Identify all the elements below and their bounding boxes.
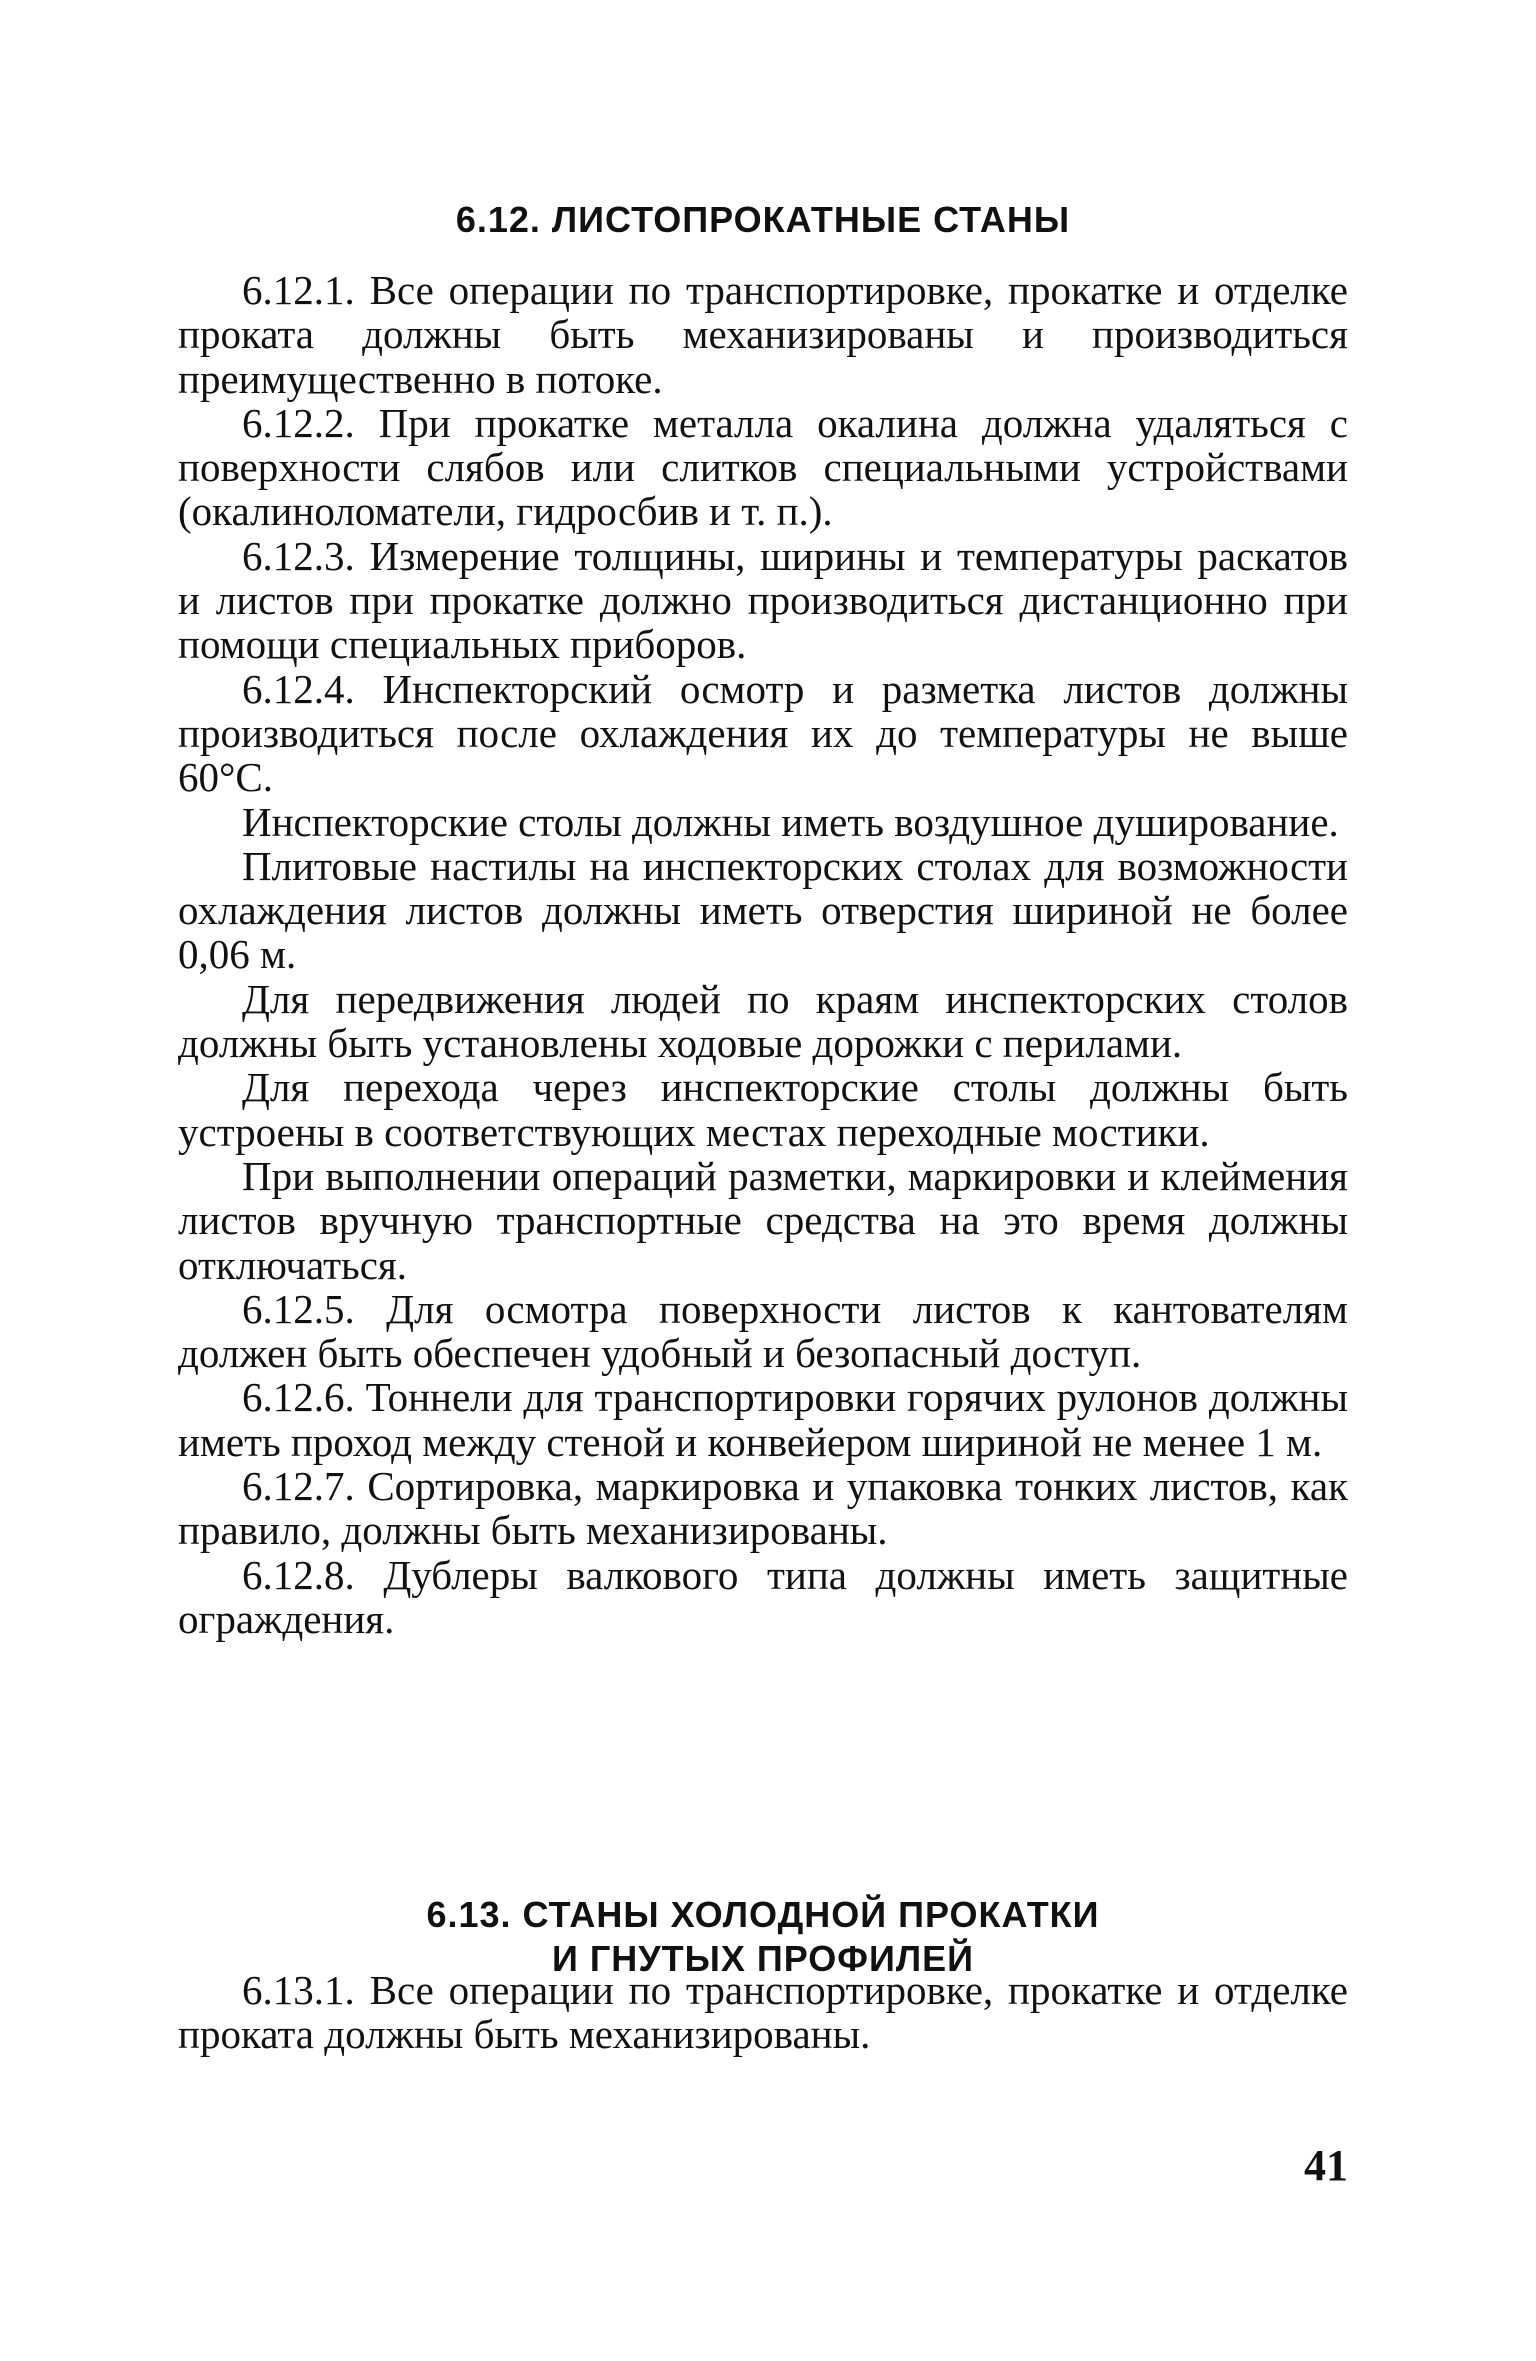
paragraph-6-12-4: 6.12.4. Инспекторский осмотр и разметка листов должны производиться после охлаждения их до температуры не выше 60°С. <box>178 665 1348 801</box>
section-6-13-heading-line2: И ГНУТЫХ ПРОФИЛЕЙ <box>551 1938 975 1979</box>
paragraph-marking-transport: При выполнении операций разметки, маркировки и клеймения листов вручную транспортные средства на это время должны отключаться. <box>178 1152 1348 1288</box>
paragraph-inspection-tables-air: Инспекторские столы должны иметь воздушное душирование. <box>242 798 1339 845</box>
section-6-13-body <box>178 1968 1348 2057</box>
section-6-12-heading: 6.12. ЛИСТОПРОКАТНЫЕ СТАНЫ <box>455 199 1071 240</box>
paragraph-6-12-1: 6.12.1. Все операции по транспортировке, прокатке и отделке проката должны быть механизированы и производиться преимущественно в потоке. <box>178 267 1348 402</box>
paragraph-crossing-bridges: Для перехода через инспекторские столы должны быть устроены в соответствующих местах переходные мостики. <box>178 1064 1348 1155</box>
paragraph-6-12-6: 6.12.6. Тоннели для транспортировки горячих рулонов должны иметь проход между стеной и конвейером шириной не менее 1 м. <box>178 1374 1348 1465</box>
section-6-13-heading-line1: 6.13. СТАНЫ ХОЛОДНОЙ ПРОКАТКИ <box>426 1894 1100 1935</box>
page-number: 41 <box>1304 2141 1348 2190</box>
paragraph-plate-floors: Плитовые настилы на инспекторских столах для возможности охлаждения листов должны иметь отверстия шириной не более 0,06 м. <box>178 842 1348 978</box>
paragraph-walkways: Для передвижения людей по краям инспекторских столов должны быть установлены ходовые дорожки с перилами. <box>178 975 1348 1067</box>
paragraph-6-12-8: 6.12.8. Дублеры валкового типа должны иметь защитные ограждения. <box>178 1551 1348 1642</box>
paragraph-6-12-5: 6.12.5. Для осмотра поверхности листов к кантователям должен быть обеспечен удобный и безопасный доступ. <box>178 1285 1348 1377</box>
section-6-12-body <box>178 268 1348 1641</box>
document-page <box>178 0 1348 2361</box>
paragraph-6-12-2: 6.12.2. При прокатке металла окалина должна удаляться с поверхности слябов или слитков специальными устройствами (окалиноломатели, гидросбив и т. п.). <box>178 399 1348 535</box>
paragraph-6-12-3: 6.12.3. Измерение толщины, ширины и температуры раскатов и листов при прокатке должно производиться дистанционно при помощи специальных приборов. <box>178 532 1348 668</box>
paragraph-6-13-1: 6.13.1. Все операции по транспортировке, прокатке и отделке проката должны быть механизированы. <box>178 1967 1348 2058</box>
paragraph-6-12-7: 6.12.7. Сортировка, маркировка и упаковка тонких листов, как правило, должны быть механизированы. <box>178 1463 1348 1554</box>
